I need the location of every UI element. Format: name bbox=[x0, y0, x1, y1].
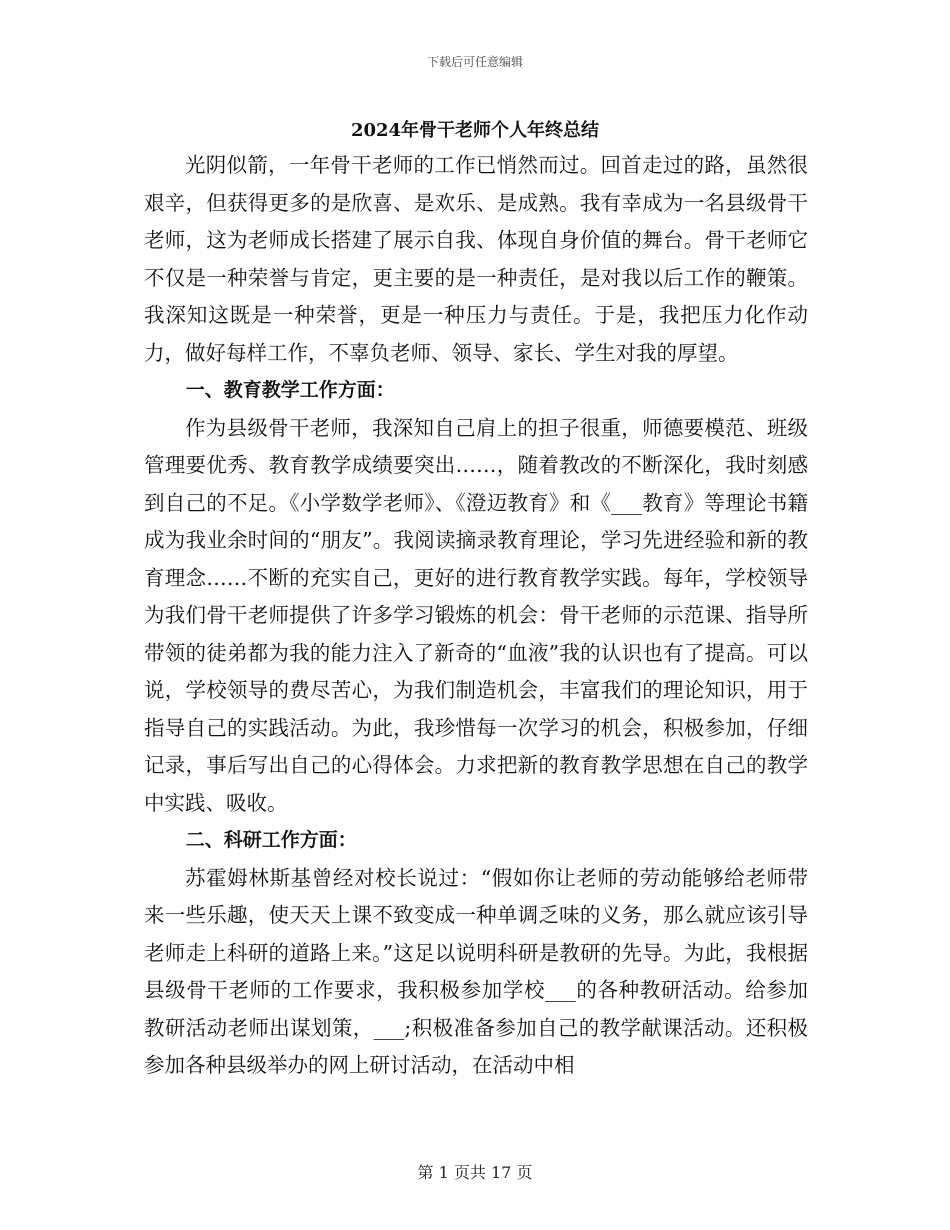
paragraph-research: 苏霍姆林斯基曾经对校长说过：“假如你让老师的劳动能够给老师带来一些乐趣，使天天上课不致变成一种单调乏味的义务，那么就应该引导老师走上科研的道路上来。”这足以说明科研是教研的先导。为此，我根据县级骨干老师的工作要求，我积极参加学校___的各种教研活动。给参加教研活动老师出谋划策，___;积极准备参加自己的教学献课活动。还积极参加各种县级举办的网上研讨活动，在活动中相 bbox=[144, 865, 808, 1077]
section-heading-teaching: 一、教育教学工作方面： bbox=[185, 379, 395, 401]
page-header-note: 下载后可任意编辑 bbox=[426, 55, 523, 69]
paragraph-teaching: 作为县级骨干老师，我深知自己肩上的担子很重，师德要模范、班级管理要优秀、教育教学成绩要突出……，随着教改的不断深化，我时刻感到自己的不足。《小学数学老师》、《澄迈教育》和《___教育》等理论书籍成为我业余时间的“朋友”。我阅读摘录教育理论，学习先进经验和新的教育理念……不断的充实自己，更好的进行教育教学实践。每年，学校领导为我们骨干老师提供了许多学习锻炼的机会：骨干老师的示范课、指导所带领的徒弟都为我的能力注入了新奇的“血液”我的认识也有了提高。可以说，学校领导的费尽苦心，为我们制造机会，丰富我们的理论知识，用于指导自己的实践活动。为此，我珍惜每一次学习的机会，积极参加，仔细记录，事后写出自己的心得体会。力求把新的教育教学思想在自己的教学中实践、吸收。 bbox=[144, 415, 808, 815]
section-heading-research: 二、科研工作方面： bbox=[185, 829, 357, 851]
document-body bbox=[144, 147, 808, 1085]
paragraph-intro: 光阴似箭，一年骨干老师的工作已悄然而过。回首走过的路，虽然很艰辛，但获得更多的是欣喜、是欢乐、是成熟。我有幸成为一名县级骨干老师，这为老师成长搭建了展示自我、体现自身价值的舞台。骨干老师它不仅是一种荣誉与肯定，更主要的是一种责任，是对我以后工作的鞭策。我深知这既是一种荣誉，更是一种压力与责任。于是，我把压力化作动力，做好每样工作，不辜负老师、领导、家长、学生对我的厚望。 bbox=[144, 153, 808, 365]
document-title: 2024年骨干老师个人年终总结 bbox=[350, 120, 600, 141]
page-number-footer: 第 1 页共 17 页 bbox=[417, 1163, 533, 1182]
